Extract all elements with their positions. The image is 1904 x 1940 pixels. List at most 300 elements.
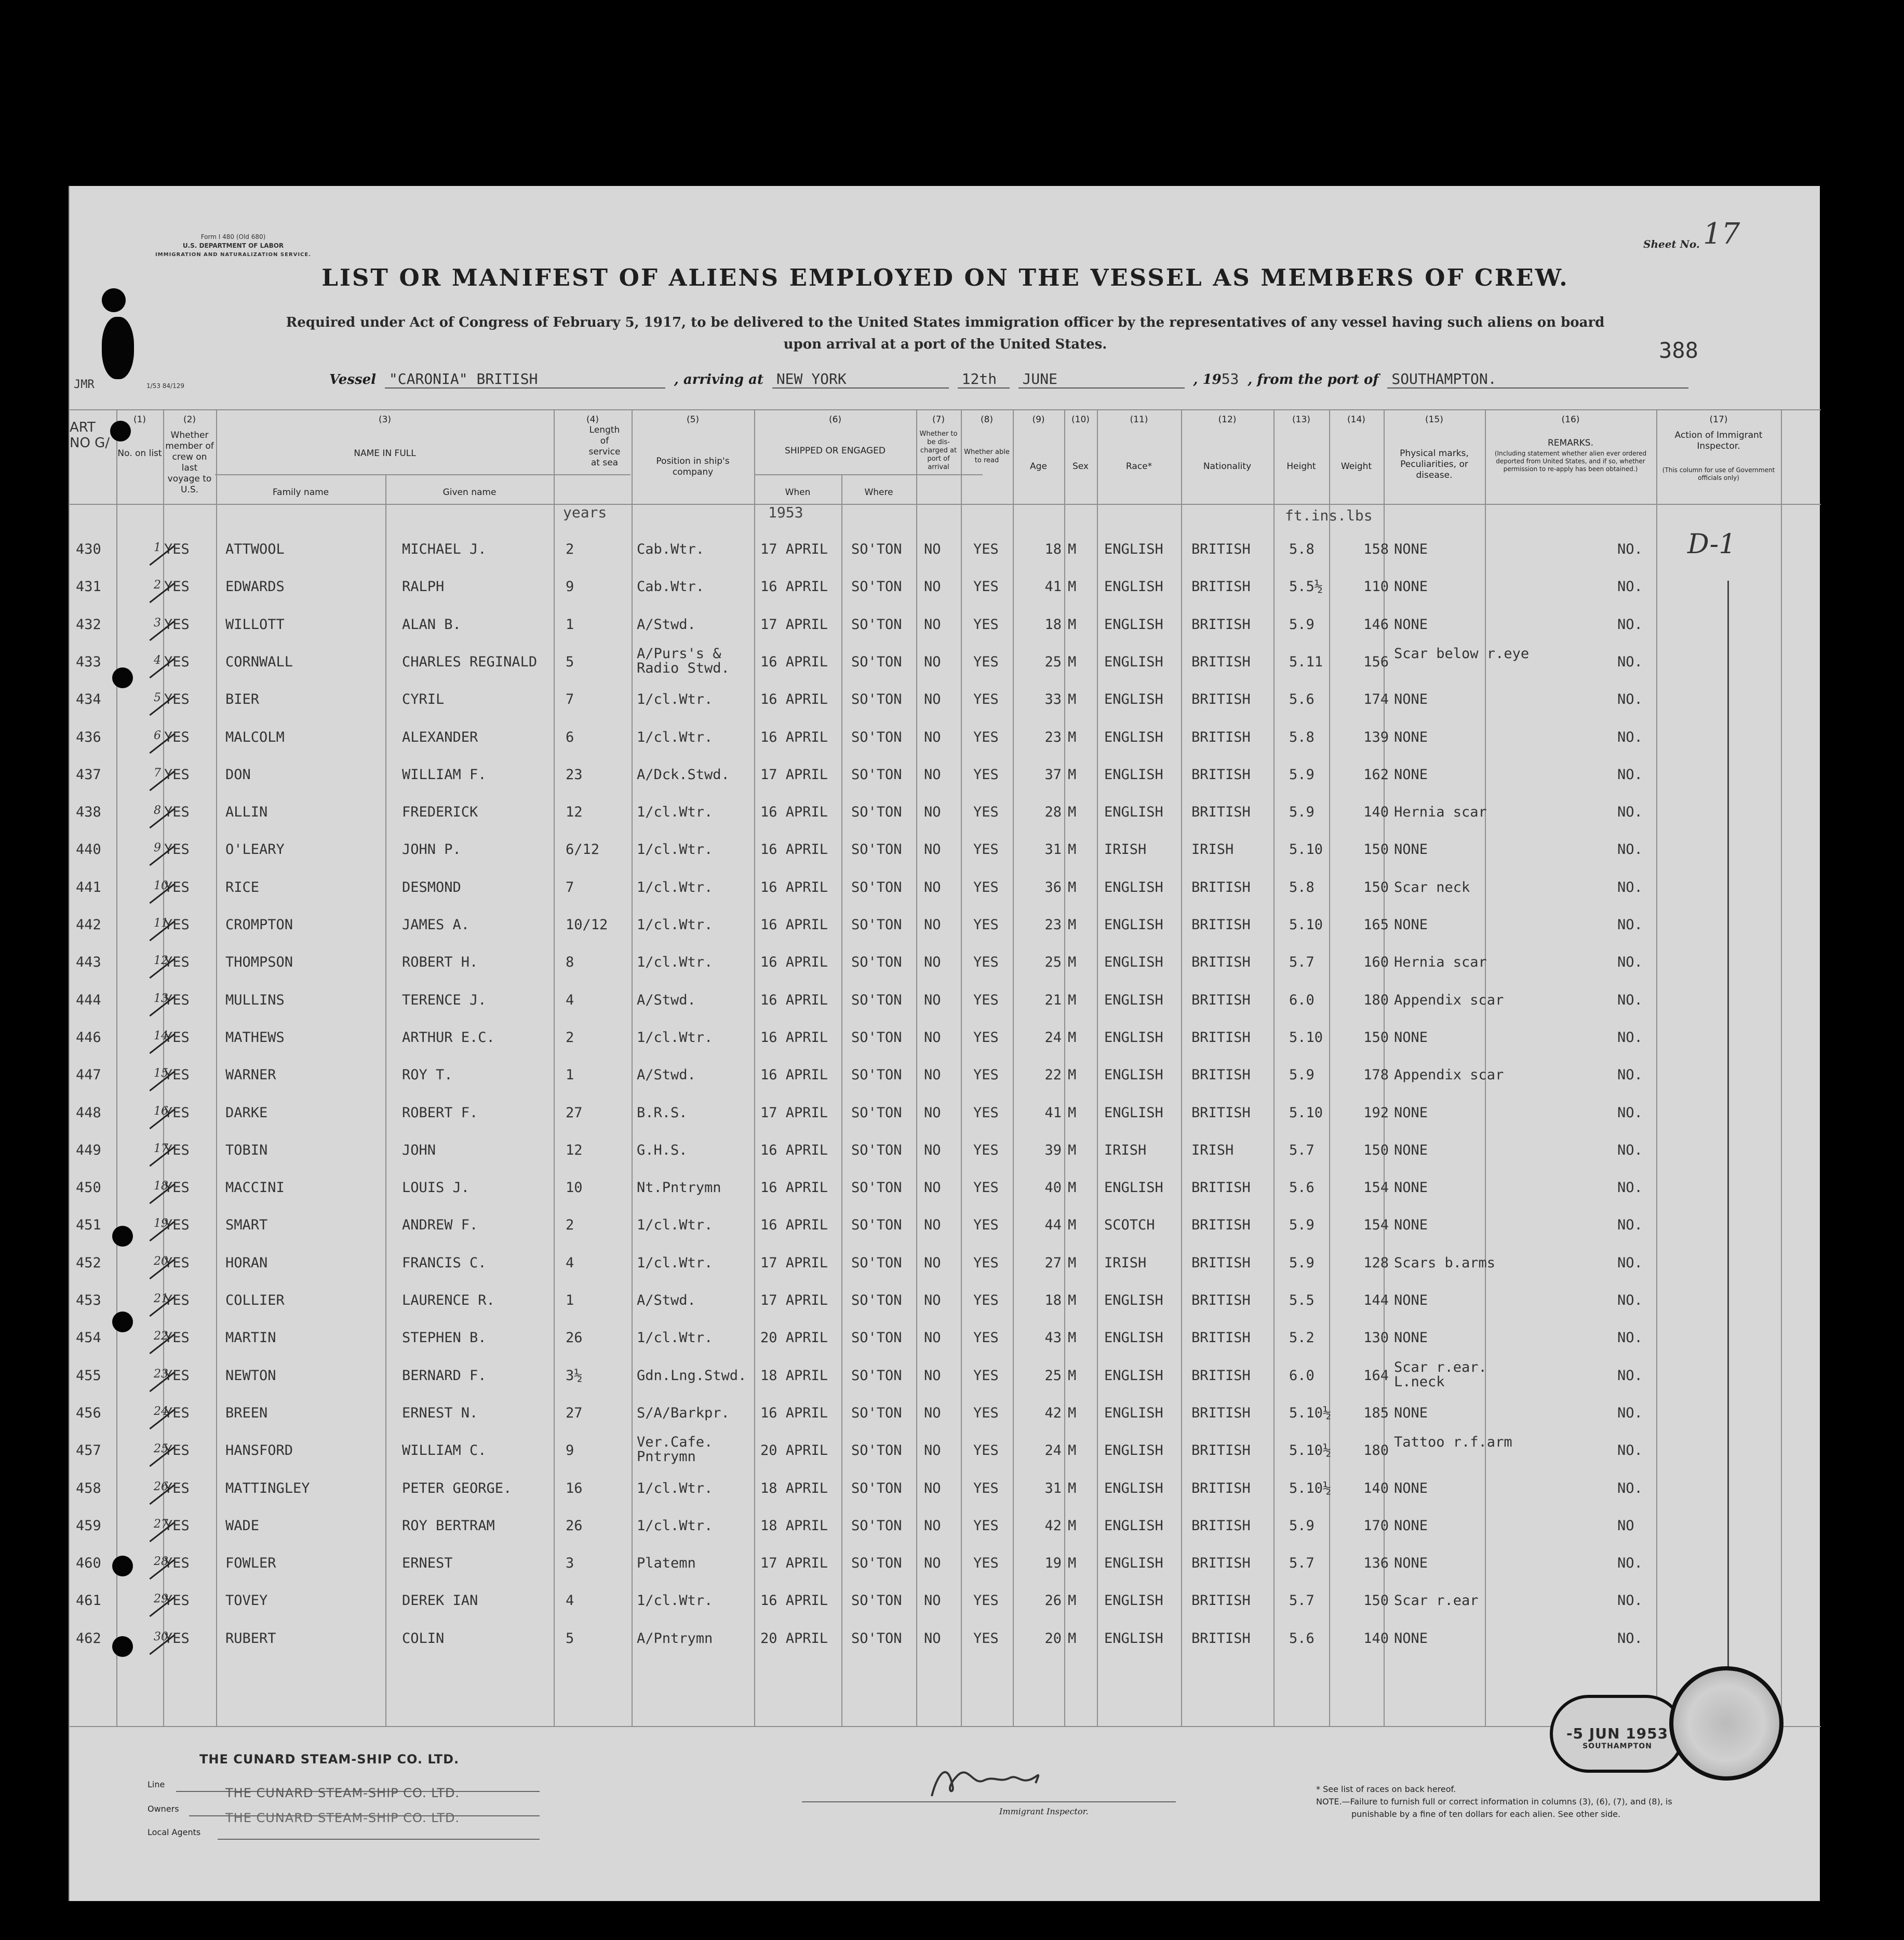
age-cell: 18 <box>1044 616 1062 633</box>
page-number: 388 <box>1659 338 1698 363</box>
physical-marks-cell: NONE <box>1394 1555 1428 1572</box>
sex-cell: M <box>1068 1104 1077 1121</box>
previous-voyage-cell: YES <box>164 1254 190 1271</box>
weight-cell: 136 <box>1363 1555 1389 1572</box>
length-of-service-cell: 1 <box>566 1067 574 1083</box>
nationality-cell: BRITISH <box>1191 1593 1251 1609</box>
art-number-cell: 455 <box>76 1367 101 1384</box>
position-cell: 1/cl.Wtr. <box>637 879 713 895</box>
sex-cell: M <box>1068 766 1077 783</box>
remarks-cell: NO. <box>1617 1254 1643 1271</box>
remarks-cell: NO. <box>1617 616 1643 633</box>
nationality-cell: BRITISH <box>1191 1404 1251 1421</box>
race-cell: IRISH <box>1104 1254 1147 1271</box>
art-header: ART NO G/ <box>70 420 110 451</box>
sex-cell: M <box>1068 729 1077 745</box>
family-name-cell: FOWLER <box>225 1555 276 1572</box>
length-of-service-cell: 5 <box>566 653 574 670</box>
sex-cell: M <box>1068 653 1077 670</box>
length-of-service-cell: 2 <box>566 541 574 557</box>
physical-marks-cell: NONE <box>1394 579 1428 595</box>
family-name-cell: TOVEY <box>225 1593 268 1609</box>
able-to-read-cell: YES <box>973 1330 999 1346</box>
sex-cell: M <box>1068 1067 1077 1083</box>
sheet-number-label: Sheet No. <box>1643 238 1700 250</box>
given-name-cell: TERENCE J. <box>402 992 487 1008</box>
age-cell: 31 <box>1044 1480 1062 1496</box>
sex-cell: M <box>1068 1254 1077 1271</box>
given-name-cell: WILLIAM C. <box>402 1442 487 1459</box>
penalty-note-line2: punishable by a fine of ten dollars for each alien. See other side. <box>1351 1809 1621 1819</box>
remarks-cell: NO. <box>1617 1404 1643 1421</box>
height-cell: 5.10½ <box>1289 1404 1332 1421</box>
position-cell: A/Pntrymn <box>637 1630 713 1647</box>
height-cell: 5.6 <box>1289 1180 1315 1196</box>
nationality-cell: BRITISH <box>1191 1180 1251 1196</box>
table-row <box>70 1027 1821 1065</box>
race-cell: ENGLISH <box>1104 1555 1163 1572</box>
previous-voyage-cell: YES <box>164 917 190 933</box>
shipped-where-cell: SO'TON <box>851 1404 902 1421</box>
weight-cell: 150 <box>1363 1142 1389 1158</box>
line-value: THE CUNARD STEAM-SHIP CO. LTD. <box>225 1786 460 1800</box>
list-number-cell: 26 <box>154 1480 168 1493</box>
art-number-cell: 452 <box>76 1254 101 1271</box>
age-cell: 39 <box>1044 1142 1062 1158</box>
col1-number: (1) <box>133 414 146 425</box>
age-cell: 43 <box>1044 1330 1062 1346</box>
sex-cell: M <box>1068 841 1077 858</box>
physical-marks-cell: NONE <box>1394 1517 1428 1534</box>
previous-voyage-cell: YES <box>164 1517 190 1534</box>
position-cell: 1/cl.Wtr. <box>637 1254 713 1271</box>
shipped-where-cell: SO'TON <box>851 766 902 783</box>
previous-voyage-cell: YES <box>164 1217 190 1234</box>
length-of-service-cell: 6/12 <box>566 841 600 858</box>
list-number-cell: 24 <box>154 1404 168 1418</box>
height-cell: 5.9 <box>1289 1254 1315 1271</box>
previous-voyage-cell: YES <box>164 653 190 670</box>
length-of-service-cell: 1 <box>566 1292 574 1308</box>
height-cell: 5.8 <box>1289 879 1315 895</box>
given-name-cell: CHARLES REGINALD <box>402 653 538 670</box>
art-number-cell: 457 <box>76 1442 101 1459</box>
shipped-where-cell: SO'TON <box>851 1555 902 1572</box>
height-cell: 5.8 <box>1289 541 1315 557</box>
height-cell: 5.9 <box>1289 1067 1315 1083</box>
family-name-cell: DON <box>225 766 251 783</box>
given-name-cell: PETER GEORGE. <box>402 1480 512 1496</box>
table-row <box>70 1553 1821 1590</box>
given-name-cell: LAURENCE R. <box>402 1292 495 1308</box>
given-name-cell: DESMOND <box>402 879 461 895</box>
physical-marks-cell: NONE <box>1394 616 1428 633</box>
physical-marks-cell: NONE <box>1394 1142 1428 1158</box>
to-be-discharged-cell: NO <box>924 541 941 557</box>
sex-cell: M <box>1068 691 1077 708</box>
nationality-cell: BRITISH <box>1191 729 1251 745</box>
to-be-discharged-cell: NO <box>924 1442 941 1459</box>
age-cell: 22 <box>1044 1067 1062 1083</box>
physical-marks-cell: Scar below r.eye <box>1394 645 1530 662</box>
height-cell: 5.9 <box>1289 766 1315 783</box>
age-cell: 41 <box>1044 579 1062 595</box>
list-number-cell: 19 <box>154 1217 168 1230</box>
document-subtitle-line2: upon arrival at a port of the United States. <box>783 337 1107 352</box>
family-name-cell: COLLIER <box>225 1292 285 1308</box>
list-number-cell: 4 <box>154 653 161 667</box>
position-cell: A/Stwd. <box>637 1292 696 1308</box>
table-row <box>70 765 1821 802</box>
list-number-cell: 10 <box>154 879 168 892</box>
inspector-action-note: D-1 <box>1687 529 1736 560</box>
age-cell: 33 <box>1044 691 1062 708</box>
form-number: Form I 480 (Old 680) <box>200 233 266 240</box>
race-cell: ENGLISH <box>1104 616 1163 633</box>
able-to-read-cell: YES <box>973 1254 999 1271</box>
sex-cell: M <box>1068 1593 1077 1609</box>
nationality-cell: BRITISH <box>1191 1254 1251 1271</box>
nationality-cell: BRITISH <box>1191 917 1251 933</box>
physical-marks-cell: NONE <box>1394 1630 1428 1647</box>
height-header: Height <box>1286 461 1316 472</box>
able-to-read-cell: YES <box>973 1480 999 1496</box>
shipped-when-cell: 18 APRIL <box>760 1367 828 1384</box>
previous-voyage-cell: YES <box>164 804 190 821</box>
to-be-discharged-cell: NO <box>924 1142 941 1158</box>
physical-marks-cell: Scar r.ear. L.neck <box>1394 1359 1487 1390</box>
position-cell: A/Stwd. <box>637 1067 696 1083</box>
length-of-service-cell: 26 <box>566 1517 583 1534</box>
art-number-cell: 442 <box>76 917 101 933</box>
shipped-when-cell: 16 APRIL <box>760 729 828 745</box>
local-agents-label: Local Agents <box>148 1827 201 1837</box>
to-be-discharged-cell: NO <box>924 804 941 821</box>
able-to-read-cell: YES <box>973 579 999 595</box>
shipped-where-cell: SO'TON <box>851 1180 902 1196</box>
race-cell: IRISH <box>1104 1142 1147 1158</box>
list-number-cell: 29 <box>154 1593 168 1606</box>
to-be-discharged-cell: NO <box>924 653 941 670</box>
physical-marks-header: Physical marks, Peculiarities, or disease. <box>1400 448 1469 480</box>
shipped-when-cell: 16 APRIL <box>760 954 828 971</box>
nationality-cell: BRITISH <box>1191 579 1251 595</box>
discharged-header: Whether to be dis-charged at port of arrival <box>919 430 958 471</box>
height-cell: 5.7 <box>1289 1142 1315 1158</box>
list-number-cell: 11 <box>154 917 168 930</box>
family-name-cell: MALCOLM <box>225 729 285 745</box>
race-cell: ENGLISH <box>1104 992 1163 1008</box>
art-number-cell: 450 <box>76 1180 101 1196</box>
nationality-cell: BRITISH <box>1191 1517 1251 1534</box>
table-row <box>70 1403 1821 1440</box>
remarks-cell: NO. <box>1617 1442 1643 1459</box>
shipped-when-cell: 16 APRIL <box>760 1142 828 1158</box>
weight-cell: 110 <box>1363 579 1389 595</box>
race-cell: ENGLISH <box>1104 954 1163 971</box>
length-of-service-cell: 1 <box>566 616 574 633</box>
position-cell: 1/cl.Wtr. <box>637 841 713 858</box>
to-be-discharged-cell: NO <box>924 616 941 633</box>
physical-marks-cell: NONE <box>1394 1104 1428 1121</box>
sex-cell: M <box>1068 1292 1077 1308</box>
given-name-cell: MICHAEL J. <box>402 541 487 557</box>
shipped-where-cell: SO'TON <box>851 1367 902 1384</box>
weight-cell: 140 <box>1363 1480 1389 1496</box>
table-row <box>70 614 1821 652</box>
departure-port: SOUTHAMPTON. <box>1387 370 1688 389</box>
previous-voyage-cell: YES <box>164 1593 190 1609</box>
weight-cell: 130 <box>1363 1330 1389 1346</box>
col2-number: (2) <box>183 414 196 425</box>
table-row <box>70 802 1821 839</box>
able-to-read-cell: YES <box>973 616 999 633</box>
shipped-where-cell: SO'TON <box>851 1593 902 1609</box>
able-to-read-cell: YES <box>973 1029 999 1046</box>
stamp-date: -5 JUN 1953 <box>1566 1725 1669 1742</box>
position-cell: 1/cl.Wtr. <box>637 804 713 821</box>
table-row <box>70 877 1821 915</box>
given-name-cell: ARTHUR E.C. <box>402 1029 495 1046</box>
service-unit-label: years <box>563 504 607 521</box>
age-cell: 25 <box>1044 1367 1062 1384</box>
where-header: Where <box>864 487 893 498</box>
punch-hole <box>112 1556 133 1576</box>
race-cell: ENGLISH <box>1104 1404 1163 1421</box>
position-cell: 1/cl.Wtr. <box>637 1330 713 1346</box>
to-be-discharged-cell: NO <box>924 1180 941 1196</box>
height-cell: 5.5½ <box>1289 579 1323 595</box>
nationality-cell: IRISH <box>1191 841 1234 858</box>
height-cell: 5.9 <box>1289 1217 1315 1234</box>
shipped-subheader-rule <box>754 474 983 475</box>
nationality-cell: BRITISH <box>1191 1367 1251 1384</box>
length-of-service-cell: 9 <box>566 1442 574 1459</box>
race-cell: ENGLISH <box>1104 691 1163 708</box>
list-number-cell: 27 <box>154 1517 168 1531</box>
able-to-read-cell: YES <box>973 992 999 1008</box>
previous-voyage-cell: YES <box>164 992 190 1008</box>
weight-cell: 192 <box>1363 1104 1389 1121</box>
art-number-cell: 459 <box>76 1517 101 1534</box>
table-row <box>70 1103 1821 1140</box>
table-row <box>70 1328 1821 1365</box>
previous-voyage-cell: YES <box>164 691 190 708</box>
shipped-when-cell: 17 APRIL <box>760 1254 828 1271</box>
service-name: IMMIGRATION AND NATURALIZATION SERVICE. <box>155 252 312 258</box>
art-number-cell: 440 <box>76 841 101 858</box>
sex-cell: M <box>1068 879 1077 895</box>
inspector-action-line <box>1727 581 1729 1739</box>
family-name-cell: RUBERT <box>225 1630 276 1647</box>
previous-voyage-cell: YES <box>164 1630 190 1647</box>
nationality-cell: BRITISH <box>1191 954 1251 971</box>
weight-cell: 160 <box>1363 954 1389 971</box>
list-number-cell: 21 <box>154 1292 168 1305</box>
able-to-read-cell: YES <box>973 804 999 821</box>
shipped-when-cell: 16 APRIL <box>760 992 828 1008</box>
able-to-read-cell: YES <box>973 729 999 745</box>
given-name-cell: BERNARD F. <box>402 1367 487 1384</box>
art-number-cell: 453 <box>76 1292 101 1308</box>
shipped-where-cell: SO'TON <box>851 879 902 895</box>
art-number-cell: 437 <box>76 766 101 783</box>
nationality-cell: BRITISH <box>1191 541 1251 557</box>
shipped-when-cell: 16 APRIL <box>760 1067 828 1083</box>
remarks-cell: NO <box>1617 1517 1634 1534</box>
to-be-discharged-cell: NO <box>924 691 941 708</box>
family-name-cell: THOMPSON <box>225 954 293 971</box>
given-name-cell: ALAN B. <box>402 616 461 633</box>
given-name-cell: JOHN <box>402 1142 436 1158</box>
official-seal-stamp <box>1669 1666 1784 1781</box>
list-number-cell: 2 <box>154 579 161 592</box>
family-name-cell: MARTIN <box>225 1330 276 1346</box>
art-number-cell: 462 <box>76 1630 101 1647</box>
col16-number: (16) <box>1561 414 1580 425</box>
name-in-full-header: NAME IN FULL <box>354 448 416 459</box>
to-be-discharged-cell: NO <box>924 879 941 895</box>
remarks-cell: NO. <box>1617 992 1643 1008</box>
height-cell: 6.0 <box>1289 992 1315 1008</box>
art-number-cell: 448 <box>76 1104 101 1121</box>
family-name-cell: NEWTON <box>225 1367 276 1384</box>
sex-cell: M <box>1068 804 1077 821</box>
age-cell: 19 <box>1044 1555 1062 1572</box>
family-name-cell: RICE <box>225 879 260 895</box>
punch-hole <box>102 317 134 379</box>
shipped-where-cell: SO'TON <box>851 992 902 1008</box>
race-cell: ENGLISH <box>1104 729 1163 745</box>
no-on-list-header: No. on list <box>117 448 162 459</box>
sex-cell: M <box>1068 1555 1077 1572</box>
inspector-signature-rule <box>802 1801 1176 1802</box>
art-number-cell: 458 <box>76 1480 101 1496</box>
art-number-cell: 433 <box>76 653 101 670</box>
remarks-cell: NO. <box>1617 579 1643 595</box>
previous-voyage-cell: YES <box>164 1029 190 1046</box>
action-header: Action of Immigrant Inspector. <box>1674 430 1763 451</box>
shipped-when-cell: 16 APRIL <box>760 653 828 670</box>
able-to-read-cell: YES <box>973 1630 999 1647</box>
height-cell: 5.10 <box>1289 1029 1323 1046</box>
shipped-when-cell: 16 APRIL <box>760 1180 828 1196</box>
family-name-cell: ALLIN <box>225 804 268 821</box>
able-to-read-cell: YES <box>973 541 999 557</box>
given-name-cell: STEPHEN B. <box>402 1330 487 1346</box>
table-row <box>70 1178 1821 1215</box>
table-row <box>70 577 1821 614</box>
to-be-discharged-cell: NO <box>924 1067 941 1083</box>
shipped-where-cell: SO'TON <box>851 1254 902 1271</box>
col8-number: (8) <box>980 414 994 425</box>
physical-marks-cell: NONE <box>1394 917 1428 933</box>
height-cell: 5.6 <box>1289 691 1315 708</box>
list-number-cell: 8 <box>154 804 161 818</box>
able-read-header: Whether able to read <box>964 448 1010 464</box>
physical-marks-cell: NONE <box>1394 691 1428 708</box>
sex-cell: M <box>1068 1404 1077 1421</box>
able-to-read-cell: YES <box>973 1104 999 1121</box>
table-top-rule <box>70 409 1821 410</box>
length-of-service-cell: 10/12 <box>566 917 608 933</box>
nationality-cell: BRITISH <box>1191 616 1251 633</box>
remarks-cell: NO. <box>1617 841 1643 858</box>
race-cell: ENGLISH <box>1104 579 1163 595</box>
physical-marks-cell: NONE <box>1394 1330 1428 1346</box>
race-cell: ENGLISH <box>1104 766 1163 783</box>
able-to-read-cell: YES <box>973 879 999 895</box>
race-cell: ENGLISH <box>1104 804 1163 821</box>
to-be-discharged-cell: NO <box>924 1292 941 1308</box>
shipped-where-cell: SO'TON <box>851 541 902 557</box>
race-header: Race* <box>1125 461 1152 472</box>
given-name-cell: FRANCIS C. <box>402 1254 487 1271</box>
able-to-read-cell: YES <box>973 954 999 971</box>
nationality-header: Nationality <box>1203 461 1252 472</box>
table-row <box>70 990 1821 1027</box>
local-agents-rule <box>218 1839 540 1840</box>
able-to-read-cell: YES <box>973 1367 999 1384</box>
arriving-label: , arriving at <box>674 372 763 387</box>
length-of-service-cell: 2 <box>566 1029 574 1046</box>
physical-marks-cell: Appendix scar <box>1394 992 1504 1008</box>
height-cell: 5.5 <box>1289 1292 1315 1308</box>
length-of-service-cell: 12 <box>566 804 583 821</box>
position-cell: Gdn.Lng.Stwd. <box>637 1367 747 1384</box>
col15-number: (15) <box>1425 414 1443 425</box>
race-cell: ENGLISH <box>1104 1330 1163 1346</box>
arrival-port: NEW YORK <box>772 370 949 389</box>
shipped-header: SHIPPED OR ENGAGED <box>785 446 886 456</box>
shipped-where-cell: SO'TON <box>851 1442 902 1459</box>
physical-marks-cell: Hernia scar <box>1394 804 1487 821</box>
remarks-cell: NO. <box>1617 1067 1643 1083</box>
length-of-service-cell: 4 <box>566 1254 574 1271</box>
given-name-cell: ROBERT H. <box>402 954 478 971</box>
shipped-where-cell: SO'TON <box>851 954 902 971</box>
left-margin-code: JMR <box>74 378 95 391</box>
previous-voyage-cell: YES <box>164 579 190 595</box>
col9-number: (9) <box>1032 414 1045 425</box>
owners-value: THE CUNARD STEAM-SHIP CO. LTD. <box>225 1811 460 1825</box>
sheet-number-value: 17 <box>1703 217 1740 251</box>
shipped-when-cell: 17 APRIL <box>760 541 828 557</box>
vessel-label: Vessel <box>329 372 377 387</box>
prev-voyage-header: Whether member of crew on last voyage to U.S. <box>165 430 214 495</box>
vessel-line <box>329 370 1688 389</box>
list-number-cell: 28 <box>154 1555 168 1569</box>
to-be-discharged-cell: NO <box>924 1593 941 1609</box>
position-cell: 1/cl.Wtr. <box>637 1593 713 1609</box>
given-name-cell: ALEXANDER <box>402 729 478 745</box>
nationality-cell: IRISH <box>1191 1142 1234 1158</box>
document-subtitle-line1: Required under Act of Congress of February 5, 1917, to be delivered to the United States immigration officer by the representatives of any vessel having such aliens on board <box>286 315 1605 330</box>
remarks-cell: NO. <box>1617 954 1643 971</box>
previous-voyage-cell: YES <box>164 616 190 633</box>
shipped-where-cell: SO'TON <box>851 729 902 745</box>
line-label: Line <box>148 1780 165 1789</box>
weight-cell: 150 <box>1363 1029 1389 1046</box>
family-name-cell: HORAN <box>225 1254 268 1271</box>
race-cell: ENGLISH <box>1104 1480 1163 1496</box>
position-cell: 1/cl.Wtr. <box>637 954 713 971</box>
age-cell: 27 <box>1044 1254 1062 1271</box>
shipped-when-cell: 16 APRIL <box>760 1029 828 1046</box>
length-of-service-cell: 9 <box>566 579 574 595</box>
position-cell: 1/cl.Wtr. <box>637 1480 713 1496</box>
previous-voyage-cell: YES <box>164 766 190 783</box>
